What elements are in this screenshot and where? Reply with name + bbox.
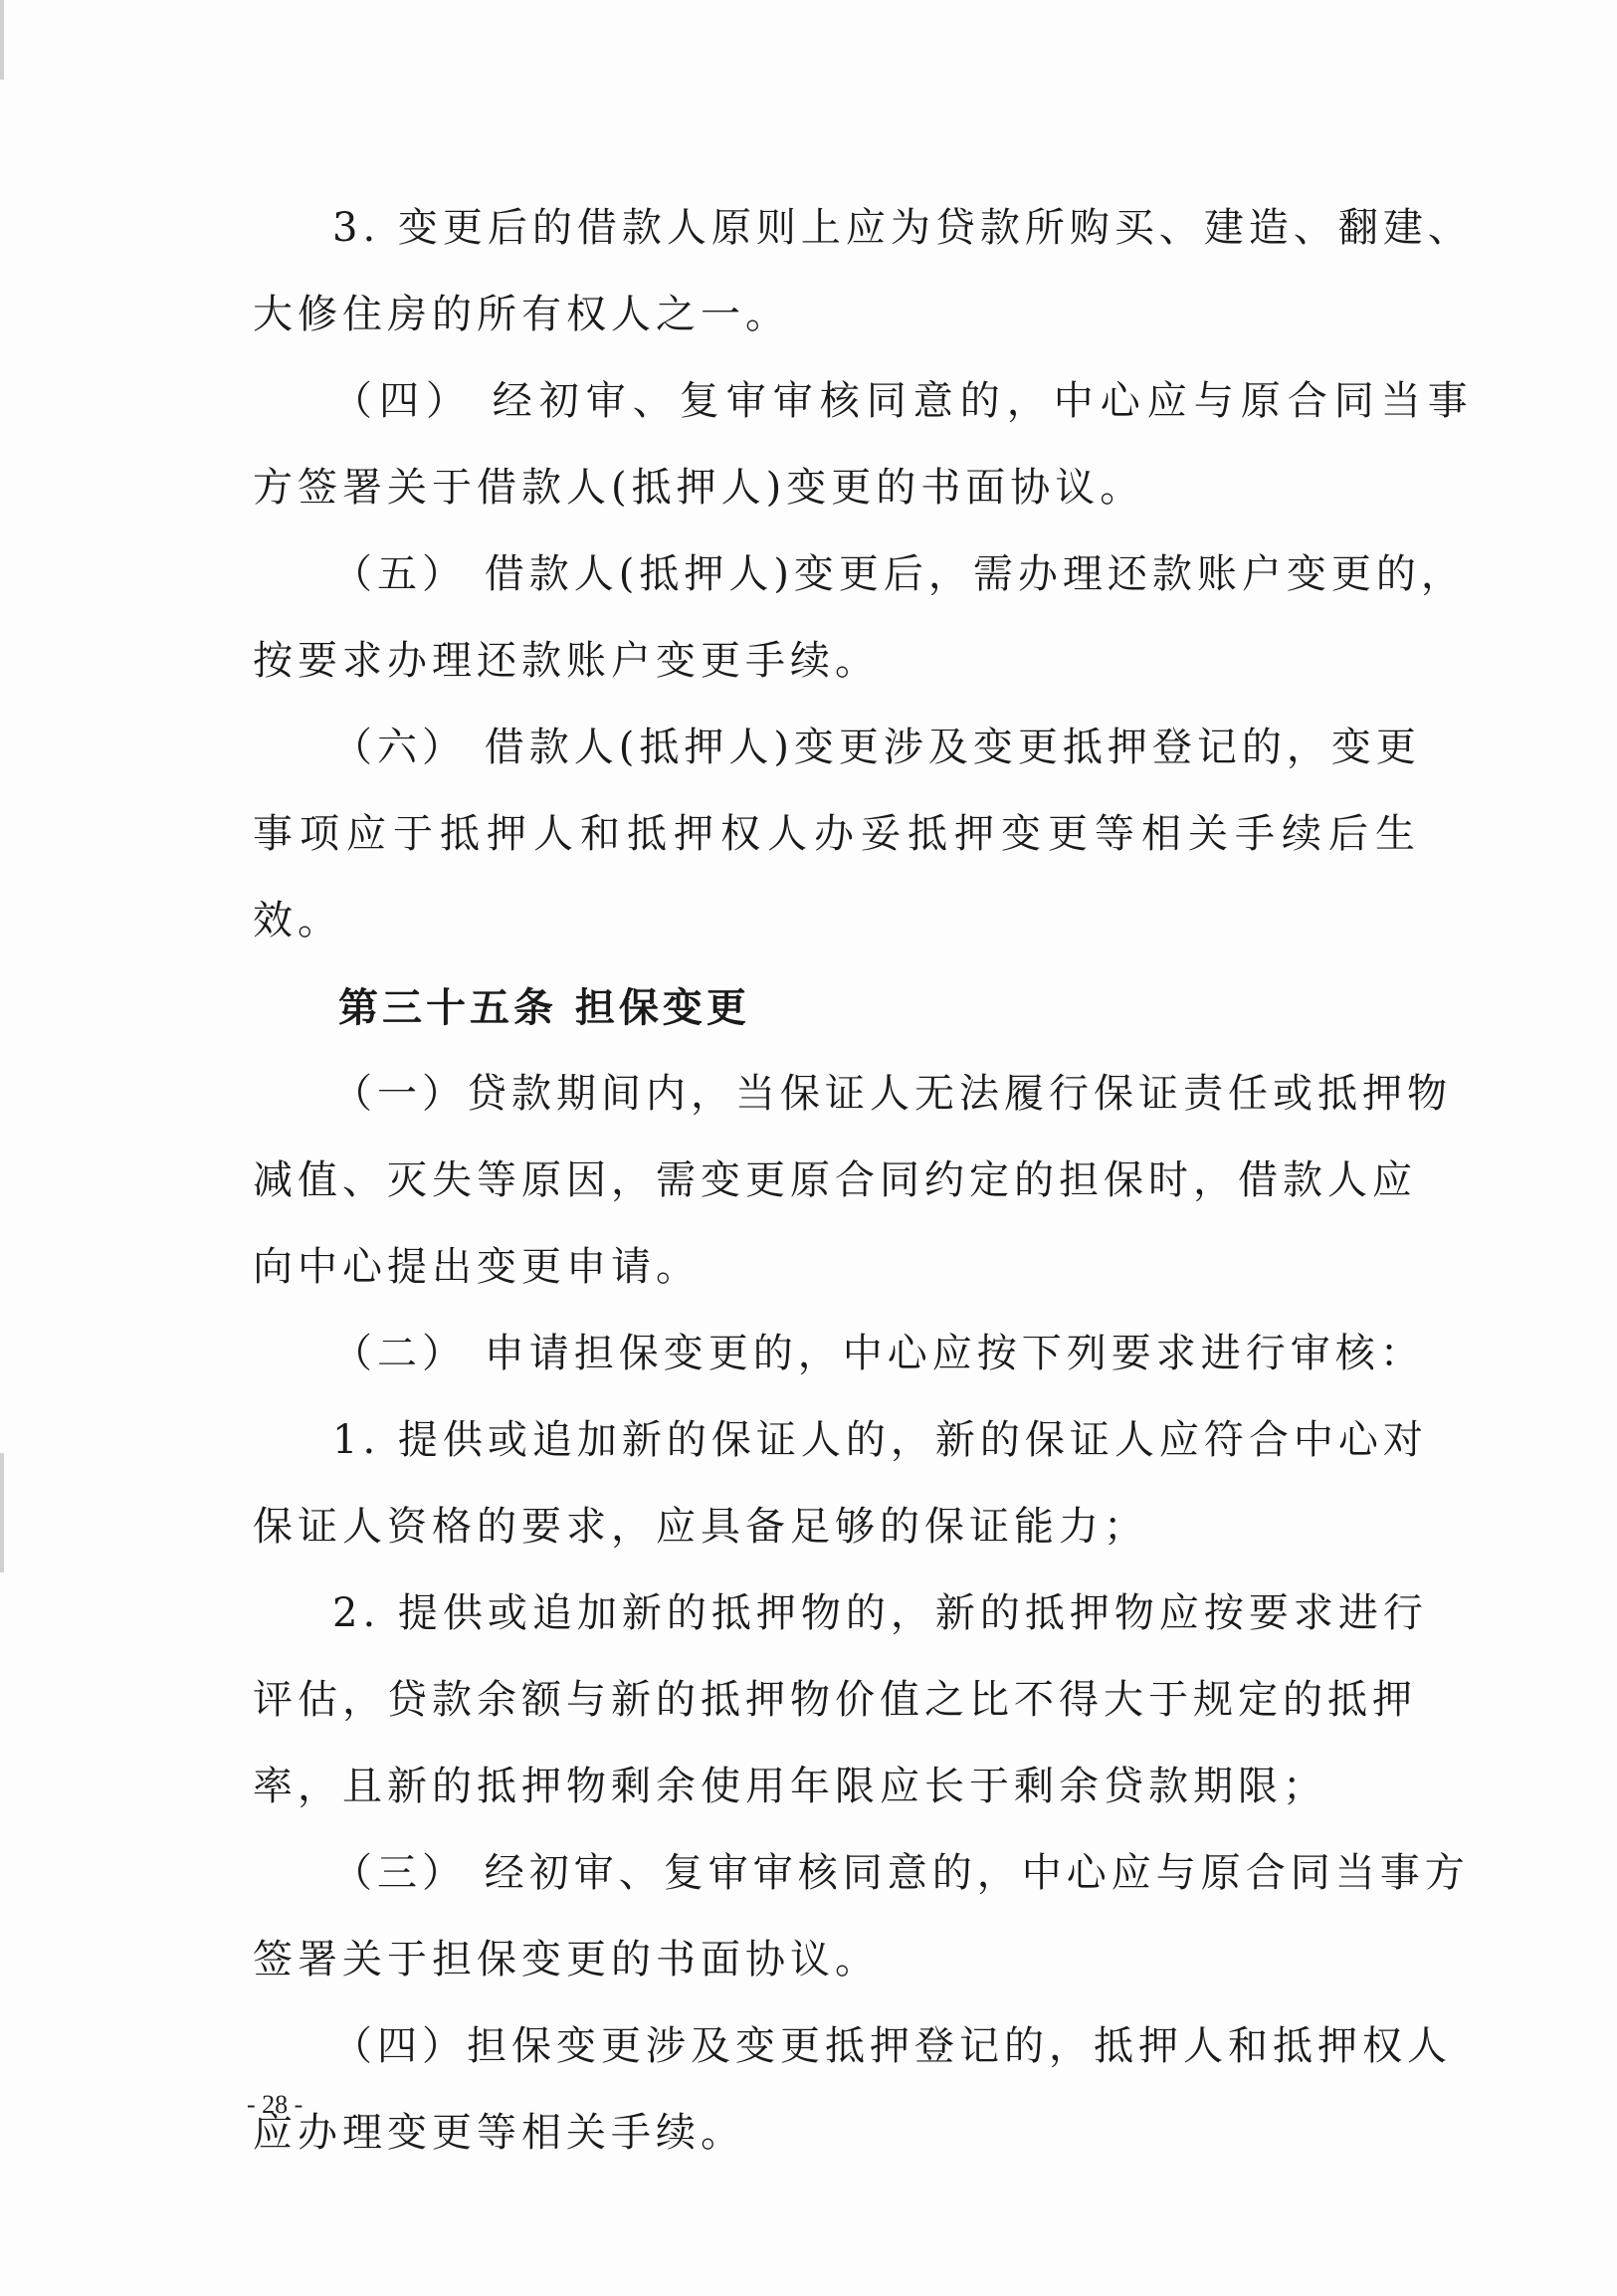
text-line: 签署关于担保变更的书面协议。 [253,1937,880,1983]
text-line: （三） 经初审、复审审核同意的，中心应与原合同当事方 [332,1850,1470,1896]
scan-edge-mark [0,1453,4,1572]
document-body [253,185,1475,2177]
page-number: - 28 - [247,2090,303,2119]
text-line: 向中心提出变更申请。 [253,1244,701,1290]
scan-edge-mark [0,0,4,80]
text-line: 1. 提供或追加新的保证人的，新的保证人应符合中心对 [332,1417,1428,1463]
text-line: （二） 申请担保变更的，中心应按下列要求进行审核： [332,1331,1425,1376]
text-line: （四）担保变更涉及变更抵押登记的，抵押人和抵押权人 [332,2023,1452,2069]
text-line: （六） 借款人(抵押人)变更涉及变更抵押登记的，变更 [332,725,1421,770]
text-line: 大修住房的所有权人之一。 [253,292,790,337]
text-line: 保证人资格的要求，应具备足够的保证能力； [253,1504,1148,1550]
text-line: 2. 提供或追加新的抵押物的，新的抵押物应按要求进行 [332,1590,1428,1636]
text-line: 率，且新的抵押物剩余使用年限应长于剩余贷款期限； [253,1764,1327,1809]
text-line: 按要求办理还款账户变更手续。 [253,638,880,684]
article-heading: 第三十五条 担保变更 [338,984,750,1031]
text-line: （五） 借款人(抵押人)变更后，需办理还款账户变更的， [332,551,1466,597]
text-line: 减值、灭失等原因，需变更原合同约定的担保时，借款人应 [253,1157,1417,1203]
text-line: 3. 变更后的借款人原则上应为贷款所购买、建造、翻建、 [332,205,1473,251]
text-line: 效。 [253,898,342,943]
text-line: 事项应于抵押人和抵押权人办妥抵押变更等相关手续后生 [253,811,1422,857]
text-line: （一）贷款期间内，当保证人无法履行保证责任或抵押物 [332,1071,1452,1117]
text-line: 方签署关于借款人(抵押人)变更的书面协议。 [253,465,1145,511]
text-line: 应办理变更等相关手续。 [253,2110,745,2156]
text-line: 评估，贷款余额与新的抵押物价值之比不得大于规定的抵押 [253,1677,1417,1723]
text-line: （四） 经初审、复审审核同意的，中心应与原合同当事 [332,378,1475,424]
